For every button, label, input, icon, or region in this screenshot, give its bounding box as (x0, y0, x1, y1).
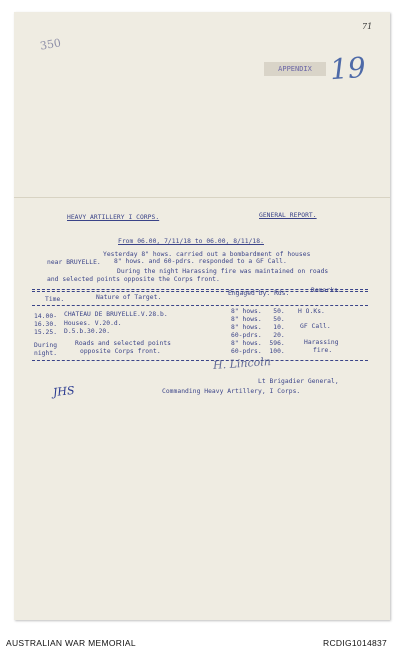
handwritten-signature: H. Lincoln (212, 354, 272, 373)
unit-heading: HEAVY ARTILLERY I CORPS. (67, 214, 160, 221)
row5-engaged: 8" hows. 596. (231, 340, 285, 347)
row5-target: Roads and selected points (75, 340, 172, 347)
row3-remarks: GF Call. (300, 323, 331, 330)
row1-target: CHATEAU DE BRUYELLE.V.28.b. (64, 311, 168, 318)
footer-archive-name: AUSTRALIAN WAR MEMORIAL (6, 638, 136, 648)
row3-engaged: 8" hows. 10. (231, 324, 285, 331)
row1-engaged: 8" hows. 50. (231, 308, 285, 315)
row6-time: night. (34, 350, 58, 357)
pencil-number: 350 (39, 36, 62, 53)
appendix-number: 19 (328, 50, 367, 87)
row2-engaged: 8" hows. 50. (231, 316, 285, 323)
row3-time: 15.25. (34, 329, 58, 336)
row6-remarks: fire. (313, 347, 333, 354)
header-time: Time. (45, 296, 65, 303)
table-bottom-rule (32, 360, 368, 361)
para2-line1: During the night Harassing fire was maintained on roads (117, 268, 329, 275)
signature-title: Commanding Heavy Artillery, I Corps. (162, 388, 301, 395)
row4-engaged: 60-pdrs. 20. (231, 332, 285, 339)
report-period: From 06.00, 7/11/18 to 06.00, 8/11/18. (118, 238, 264, 245)
fold-line (14, 197, 390, 198)
table-header-rule (32, 305, 368, 306)
para1-line1: Yesterday 8" hows. carried out a bombardment of houses (103, 251, 311, 258)
row5-remarks: Harassing (304, 339, 339, 346)
row1-remarks: H O.Ks. (298, 308, 325, 315)
signature-rank: Lt Brigadier General, (258, 378, 339, 385)
handwritten-initials: JHS (52, 383, 76, 400)
row1-time: 14.00- (34, 313, 58, 320)
para1-line2-left: near BRUYELLE. (47, 259, 101, 266)
header-engaged: Engaged by. Rds. (228, 290, 290, 297)
row6-engaged: 60-pdrs. 100. (231, 348, 285, 355)
report-type: GENERAL REPORT. (259, 212, 317, 219)
row6-target: opposite Corps front. (80, 348, 161, 355)
para1-line2-right: 8" hows. and 60-pdrs. responded to a GF Call. (114, 258, 287, 265)
row2-target: Houses. V.20.d. (64, 320, 122, 327)
appendix-stamp: APPENDIX (264, 62, 326, 76)
page-number: 71 (362, 22, 373, 31)
row5-time: During (34, 342, 58, 349)
header-remarks: Remarks. (311, 287, 342, 294)
row2-time: 16.30. (34, 321, 58, 328)
row3-target: D.5.b.30.20. (64, 328, 111, 335)
para2-line2: and selected points opposite the Corps front. (47, 276, 220, 283)
header-target: Nature of Target. (96, 294, 162, 301)
footer-record-id: RCDIG1014837 (323, 638, 388, 648)
